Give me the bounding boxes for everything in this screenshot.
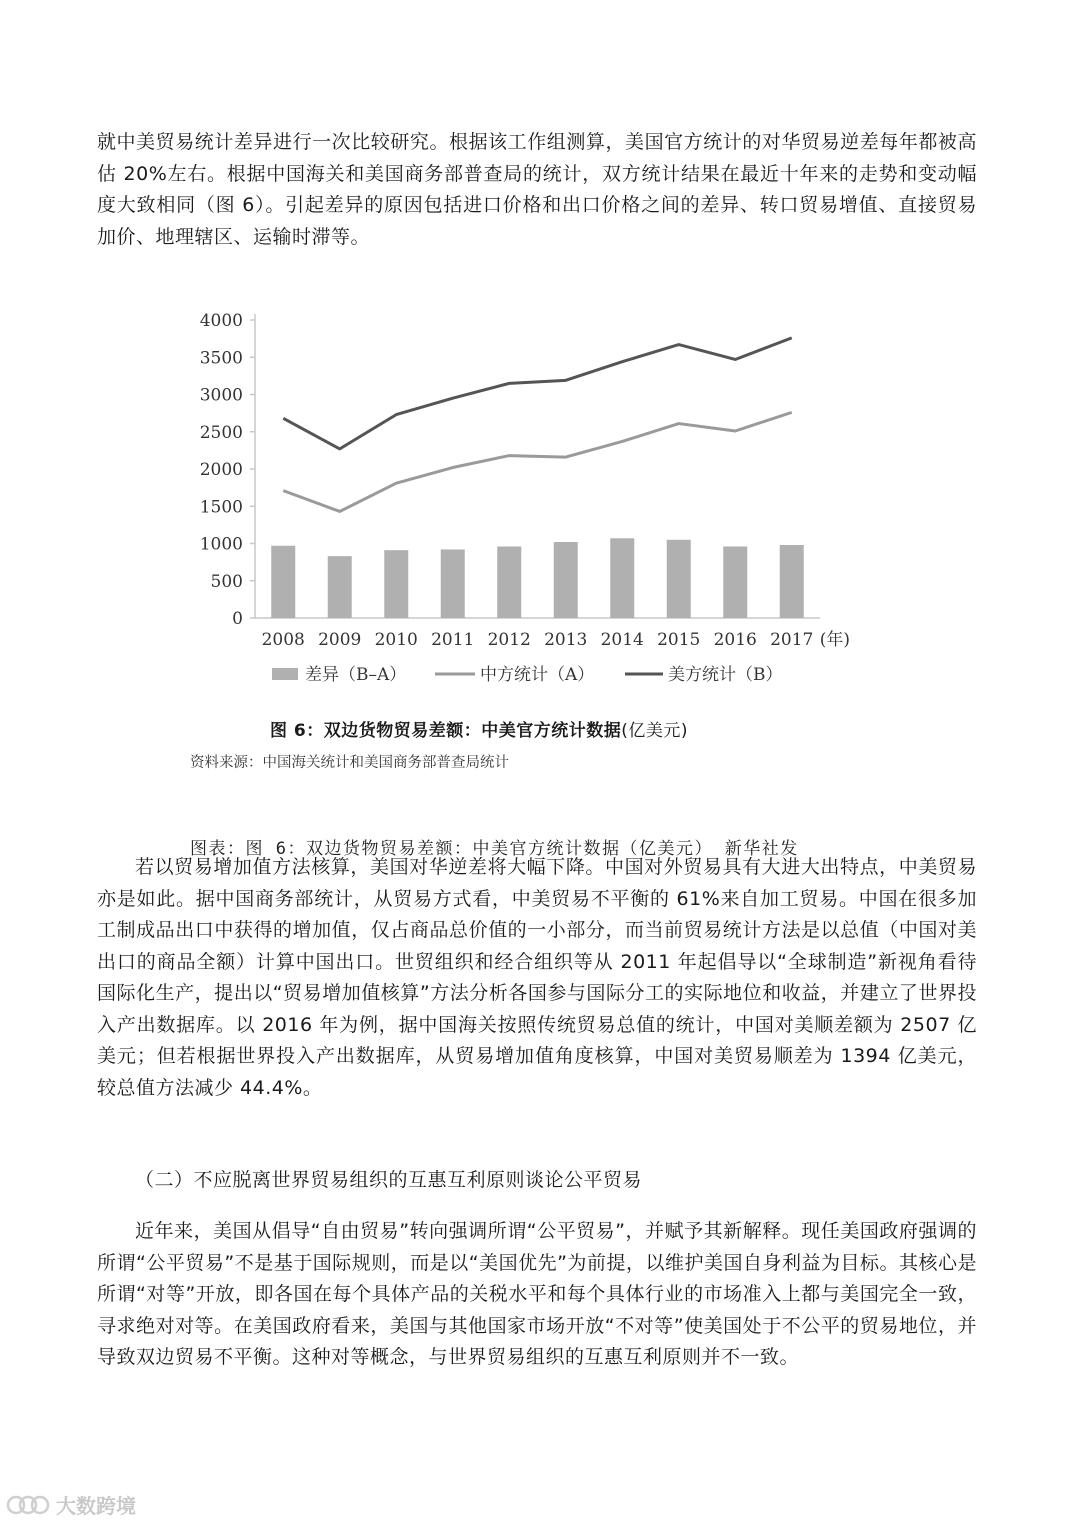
x-tick-label: 2009: [318, 630, 362, 650]
bar: [723, 546, 747, 618]
bar: [384, 550, 408, 618]
watermark-text: 大数跨境: [56, 1494, 136, 1518]
series-line-1: [283, 412, 792, 511]
legend-swatch-bar: [272, 668, 298, 680]
x-tick-label: 2011: [431, 630, 475, 650]
paragraph-intro: 就中美贸易统计差异进行一次比较研究。根据该工作组测算，美国官方统计的对华贸易逆差每年都被高估 20%左右。根据中国海关和美国商务部普查局的统计，双方统计结果在最近十年来的走势和变动幅度大致相同（图 6）。引起差异的原因包括进口价格和出口价格之间的差异、转口贸易增值、直接贸易加价、地理辖区、运输时滞等。: [97, 131, 977, 248]
legend-label: 中方统计（A）: [480, 665, 595, 685]
y-tick-label: 3000: [199, 385, 243, 406]
y-tick-label: 4000: [199, 311, 243, 331]
figure-title: [270, 716, 688, 741]
bar: [554, 542, 578, 618]
bar: [441, 549, 465, 618]
figure-caption: 图表：图 6：双边货物贸易差额：中美官方统计数据（亿美元） 新华社发: [190, 839, 799, 859]
bar: [328, 556, 352, 618]
y-tick-label: 1500: [199, 497, 243, 518]
x-tick-label: 2017: [770, 630, 814, 650]
x-tick-label: 2012: [487, 630, 531, 650]
x-tick-label: 2013: [544, 630, 588, 650]
x-tick-label: 2014: [600, 630, 644, 650]
y-tick-label: 2000: [199, 460, 243, 480]
figure-unit: (亿美元): [621, 721, 689, 741]
x-tick-label: 2010: [374, 630, 418, 650]
x-tick-label: 2016: [713, 630, 757, 650]
section-heading: （二）不应脱离世界贸易组织的互惠互利原则谈论公平贸易: [135, 1169, 643, 1191]
bar: [780, 545, 804, 618]
bar: [271, 546, 295, 618]
figure-title-text: 图 6：双边货物贸易差额：中美官方统计数据: [270, 721, 622, 741]
y-tick-label: 2500: [199, 422, 243, 443]
bar: [497, 546, 521, 618]
legend-label: 差异（B–A）: [305, 665, 407, 685]
y-tick-label: 500: [210, 571, 243, 592]
figure-source: 资料来源：中国海关统计和美国商务部普查局统计: [190, 755, 509, 771]
legend-label: 美方统计（B）: [668, 665, 783, 685]
y-tick-label: 0: [232, 609, 243, 629]
paragraph-fair-trade: 近年来，美国从倡导“自由贸易”转向强调所谓“公平贸易”，并赋予其新解释。现任美国政府强调的所谓“公平贸易”不是基于国际规则，而是以“美国优先”为前提，以维护美国自身利益为目标。其核心是所谓“对等”开放，即各国在每个具体产品的关税水平和每个具体行业的市场准入上都与美国完全一致，寻求绝对对等。在美国政府看来，美国与其他国家市场开放“不对等”使美国处于不公平的贸易地位，并导致双边贸易不平衡。这种对等概念，与世界贸易组织的互惠互利原则并不一致。: [97, 1220, 977, 1368]
x-tick-label: 2008: [261, 630, 305, 650]
paragraph-value-added: 若以贸易增加值方法核算，美国对华逆差将大幅下降。中国对外贸易具有大进大出特点，中美贸易亦是如此。据中国商务部统计，从贸易方式看，中美贸易不平衡的 61%来自加工贸易。中国在很多加工制成品出口中获得的增加值，仅占商品总价值的一小部分，而当前贸易统计方法是以总值（中国对美出口的商品全额）计算中国出口。世贸组织和经合组织等从 2011 年起倡导以“全球制造”新视角看待国际化生产，提出以“贸易增加值核算”方法分析各国参与国际分工的实际地位和收益，并建立了世界投入产出数据库。以 2016 年为例，据中国海关按照传统贸易总值的统计，中国对美顺差额为 2507 亿美元；但若根据世界投入产出数据库，从贸易增加值角度核算，中国对美贸易顺差为 1394 亿美元，较总值方法减少 44.4%。: [97, 856, 977, 1099]
trade-balance-chart: [180, 300, 900, 700]
watermark: [6, 1490, 136, 1519]
bar: [667, 540, 691, 618]
y-tick-label: 1000: [199, 534, 243, 555]
bar: [610, 538, 634, 618]
chart-svg: [180, 300, 900, 700]
series-line-2: [283, 338, 792, 449]
x-axis-unit: (年): [819, 630, 851, 650]
watermark-logo-icon: [6, 1494, 50, 1516]
x-tick-label: 2015: [657, 630, 701, 650]
y-tick-label: 3500: [199, 348, 243, 369]
